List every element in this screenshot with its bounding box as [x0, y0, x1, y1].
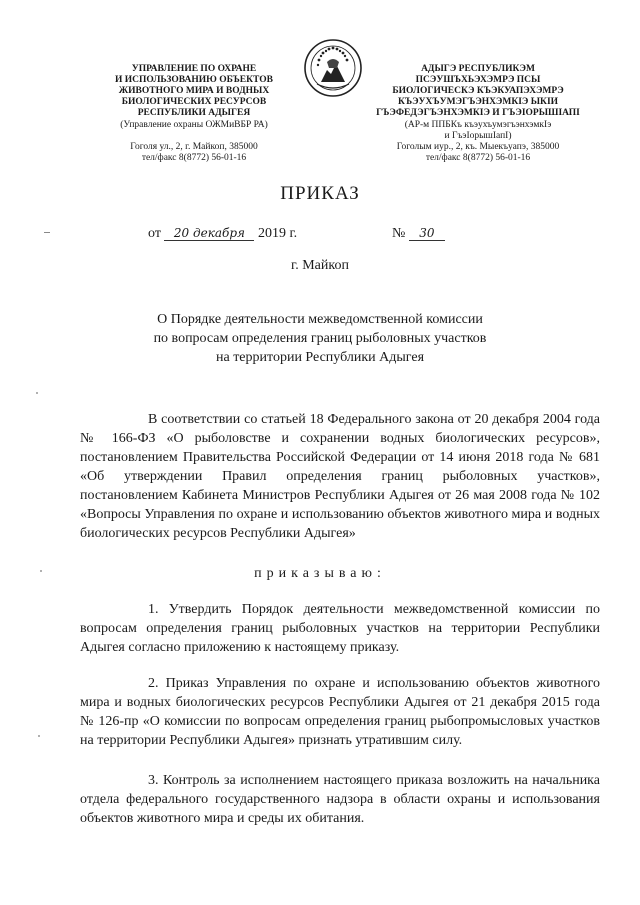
scan-speck — [36, 392, 38, 394]
document-title: ПРИКАЗ — [280, 183, 360, 204]
orders-heading: приказываю: — [254, 566, 386, 581]
org-short-name-adyghe: (АР-м ППБКъ къэухъумэгъэнхэмкIэ и ГъэIорышIапI) — [404, 120, 552, 141]
header-left — [80, 64, 308, 164]
order-item-3: 3. Контроль за исполнением настоящего приказа возложить на начальника отдела федерального государственного надзора в области охраны и использования объектов животного мира и среды их обитания. — [80, 773, 600, 826]
preamble-paragraph: В соответствии со статьей 18 Федерального закона от 20 декабря 2004 года № 166-ФЗ «О рыболовстве и сохранении водных биологических ресурсов», постановлением Правительства Российской Федерации от 14 июня 2018 года № 681 «Об утверждении Правил определения границ рыболовных участков», постановлением Кабинета Министров Республики Адыгея от 26 мая 2008 года № 102 «Вопросы Управления по охране и использованию объектов животного мира и водных биологических ресурсов Республики Адыгея» — [80, 412, 600, 541]
header-right — [364, 64, 592, 164]
city: г. Майкоп — [291, 258, 349, 273]
order-subject: О Порядке деятельности межведомственной комиссии по вопросам определения границ рыболовных участков на территории Республики Адыгея — [153, 312, 487, 365]
org-name-adyghe: АДЫГЭ РЕСПУБЛИКЭМ ПСЭУШЪХЬЭХЭМРЭ ПСЫ БИОЛОГИЧЕСКЭ КЪЭКУАПЭХЭМРЭ КЪЭУХЪУМЭГЪЭНХЭМКIЭ ЫКIИ ГЪЭФЕДЭГЪЭНХЭМКIЭ И ГЪЭIОРЫШIАПI — [376, 64, 580, 118]
scan-speck — [38, 735, 40, 737]
handwritten-number: 30 — [409, 226, 445, 241]
org-short-name-ru: (Управление охраны ОЖМиВБР РА) — [120, 120, 268, 130]
scan-speck — [40, 570, 42, 572]
order-item-1: 1. Утвердить Порядок деятельности межведомственной комиссии по вопросам определения границ рыболовных участков на территории Республики Адыгея согласно приложению к настоящему приказу. — [80, 602, 600, 655]
coat-of-arms-emblem — [303, 38, 363, 98]
org-address-adyghe: Гоголым иур., 2, къ. Мыекъуапэ, 385000 тел/факс 8(8772) 56-01-16 — [396, 142, 560, 163]
margin-mark — [44, 232, 50, 233]
org-address-ru: Гоголя ул., 2, г. Майкоп, 385000 тел/факс 8(8772) 56-01-16 — [130, 142, 258, 163]
order-date: от 20 декабря 2019 г. — [148, 226, 298, 241]
org-name-ru: УПРАВЛЕНИЕ ПО ОХРАНЕ И ИСПОЛЬЗОВАНИЮ ОБЪЕКТОВ ЖИВОТНОГО МИРА И ВОДНЫХ БИОЛОГИЧЕСКИХ РЕСУРСОВ РЕСПУБЛИКИ АДЫГЕЯ — [115, 64, 273, 118]
handwritten-date: 20 декабря — [164, 226, 254, 241]
order-number: № 30 — [392, 226, 445, 242]
order-item-2: 2. Приказ Управления по охране и использованию объектов животного мира и водных биологических ресурсов Республики Адыгея от 21 декабря 2015 года № 126-пр «О комиссии по вопросам определения границ рыбопромысловых участков на территории Республики Адыгея» признать утратившим силу. — [80, 676, 600, 748]
